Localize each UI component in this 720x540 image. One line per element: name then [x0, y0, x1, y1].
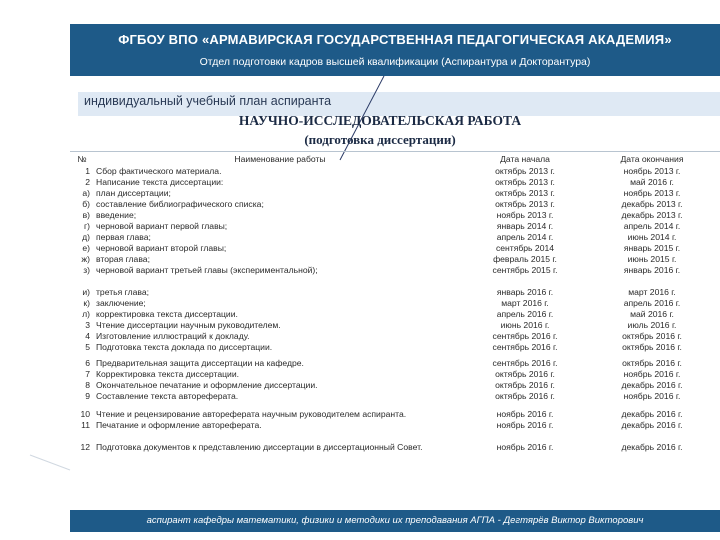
row-start-date: ноябрь 2016 г. — [496, 420, 554, 430]
row-task-name: корректировка текста диссертации. — [96, 309, 238, 319]
row-end-date: декабрь 2013 г. — [621, 210, 683, 220]
table-row — [70, 243, 720, 254]
row-number: 7 — [85, 369, 90, 379]
row-start-date: октябрь 2016 г. — [495, 369, 555, 379]
row-number: л) — [82, 309, 90, 319]
table-header — [70, 152, 720, 167]
row-number: к) — [83, 298, 90, 308]
section-subtitle: (подготовка диссертации) — [304, 132, 456, 147]
col-end-header: Дата окончания — [584, 152, 720, 167]
row-start-date: октябрь 2016 г. — [495, 391, 555, 401]
row-start-date: ноябрь 2016 г. — [496, 409, 554, 419]
row-end-date: декабрь 2016 г. — [621, 442, 683, 452]
row-start-date: сентябрь 2016 г. — [492, 331, 558, 341]
diagonal-line-left — [30, 455, 70, 470]
row-number: 1 — [85, 166, 90, 176]
row-start-date: октябрь 2013 г. — [495, 188, 555, 198]
col-start-header: Дата начала — [466, 152, 584, 167]
row-start-date: январь 2016 г. — [496, 287, 554, 297]
row-end-date: октябрь 2016 г. — [622, 342, 682, 352]
table-row — [70, 210, 720, 221]
row-number: з) — [83, 265, 90, 275]
row-task-name: вторая глава; — [96, 254, 150, 264]
row-number: 5 — [85, 342, 90, 352]
row-end-date: апрель 2016 г. — [623, 298, 681, 308]
table-row — [70, 391, 720, 402]
row-number: 12 — [80, 442, 90, 452]
row-number: 8 — [85, 380, 90, 390]
row-task-name: черновой вариант первой главы; — [96, 221, 228, 231]
row-task-name: первая глава; — [96, 232, 151, 242]
row-number: д) — [82, 232, 90, 242]
row-number: е) — [82, 243, 90, 253]
table-row — [70, 188, 720, 199]
row-task-name: черновой вариант второй главы; — [96, 243, 227, 253]
row-task-name: Составление текста автореферата. — [96, 391, 239, 401]
row-number: ж) — [81, 254, 90, 264]
row-end-date: январь 2015 г. — [623, 243, 681, 253]
row-number: в) — [82, 210, 90, 220]
row-number: 2 — [85, 177, 90, 187]
row-start-date: январь 2014 г. — [496, 221, 554, 231]
table-row — [70, 402, 720, 420]
plan-label: индивидуальный учебный план аспиранта — [84, 94, 332, 108]
row-task-name: Чтение диссертации научным руководителем. — [96, 320, 281, 330]
row-number: б) — [82, 199, 90, 209]
row-task-name: Изготовление иллюстраций к докладу. — [96, 331, 250, 341]
row-task-name: Подготовка документов к представлению диссертации в диссертационный Совет. — [96, 442, 423, 452]
row-start-date: октябрь 2013 г. — [495, 177, 555, 187]
table-row — [70, 166, 720, 177]
table-row — [70, 254, 720, 265]
row-start-date: сентябрь 2016 г. — [492, 358, 558, 368]
table-row — [70, 431, 720, 453]
row-start-date: сентябрь 2015 г. — [492, 265, 558, 275]
row-spacer — [70, 276, 720, 284]
row-start-date: сентябрь 2014 — [495, 243, 555, 253]
row-end-date: май 2016 г. — [630, 177, 674, 187]
row-task-name: черновой вариант третьей главы (экспериментальной); — [96, 265, 318, 275]
table-row — [70, 380, 720, 391]
row-start-date: октябрь 2013 г. — [495, 166, 555, 176]
row-start-date: октябрь 2013 г. — [495, 199, 555, 209]
table-row — [70, 331, 720, 342]
row-start-date: июнь 2016 г. — [500, 320, 550, 330]
table-row — [70, 309, 720, 320]
table-row — [70, 369, 720, 380]
row-number: 9 — [85, 391, 90, 401]
row-task-name: составление библиографического списка; — [96, 199, 264, 209]
row-end-date: декабрь 2013 г. — [621, 199, 683, 209]
row-end-date: июль 2016 г. — [627, 320, 677, 330]
row-task-name: заключение; — [96, 298, 146, 308]
row-number: 10 — [80, 409, 90, 419]
row-end-date: ноябрь 2016 г. — [623, 391, 681, 401]
row-number: 4 — [85, 331, 90, 341]
row-task-name: Сбор фактического материала. — [96, 166, 222, 176]
row-task-name: третья глава; — [96, 287, 150, 297]
row-start-date: февраль 2015 г. — [493, 254, 557, 264]
row-end-date: ноябрь 2013 г. — [623, 166, 681, 176]
row-end-date: июнь 2015 г. — [627, 254, 677, 264]
table-row — [70, 298, 720, 309]
row-start-date: апрель 2014 г. — [496, 232, 554, 242]
table-row — [70, 221, 720, 232]
row-number: и) — [82, 287, 90, 297]
row-end-date: май 2016 г. — [630, 309, 674, 319]
row-start-date: сентябрь 2016 г. — [492, 342, 558, 352]
row-task-name: Печатание и оформление автореферата. — [96, 420, 262, 430]
row-number: 6 — [85, 358, 90, 368]
row-end-date: январь 2016 г. — [623, 265, 681, 275]
table-row — [70, 199, 720, 210]
col-name-header: Наименование работы — [94, 152, 466, 167]
row-end-date: апрель 2014 г. — [623, 221, 681, 231]
row-task-name: Чтение и рецензирование автореферата научным руководителем аспиранта. — [96, 409, 407, 419]
row-end-date: март 2016 г. — [628, 287, 676, 297]
table-row — [70, 284, 720, 298]
row-task-name: введение; — [96, 210, 137, 220]
row-end-date: ноябрь 2013 г. — [623, 188, 681, 198]
table-row — [70, 265, 720, 276]
table-row — [70, 177, 720, 188]
col-num-header: № — [70, 152, 94, 167]
row-task-name: план диссертации; — [96, 188, 171, 198]
table-row — [70, 320, 720, 331]
row-end-date: июнь 2014 г. — [627, 232, 677, 242]
academy-title: ФГБОУ ВПО «АРМАВИРСКАЯ ГОСУДАРСТВЕННАЯ ПЕДАГОГИЧЕСКАЯ АКАДЕМИЯ» — [118, 32, 672, 47]
row-end-date: октябрь 2016 г. — [622, 331, 682, 341]
row-start-date: ноябрь 2016 г. — [496, 442, 554, 452]
row-start-date: март 2016 г. — [501, 298, 549, 308]
row-end-date: ноябрь 2016 г. — [623, 369, 681, 379]
research-plan-table — [70, 151, 720, 453]
row-task-name: Подготовка текста доклада по диссертации. — [96, 342, 273, 352]
row-number: г) — [84, 221, 90, 231]
row-task-name: Написание текста диссертации: — [96, 177, 224, 187]
section-title: НАУЧНО-ИССЛЕДОВАТЕЛЬСКАЯ РАБОТА — [238, 113, 522, 128]
table-row — [70, 342, 720, 353]
row-task-name: Окончательное печатание и оформление диссертации. — [96, 380, 318, 390]
footer-banner: аспирант кафедры математики, физики и методики их преподавания АГПА - Дегтярёв Виктор Викторович — [70, 510, 720, 532]
row-task-name: Предварительная защита диссертации на кафедре. — [96, 358, 304, 368]
row-task-name: Корректировка текста диссертации. — [96, 369, 240, 379]
row-end-date: декабрь 2016 г. — [621, 420, 683, 430]
row-start-date: апрель 2016 г. — [496, 309, 554, 319]
row-end-date: декабрь 2016 г. — [621, 380, 683, 390]
table-row — [70, 232, 720, 243]
table-row — [70, 420, 720, 431]
row-end-date: октябрь 2016 г. — [622, 358, 682, 368]
row-number: а) — [82, 188, 90, 198]
row-number: 11 — [81, 420, 90, 430]
row-start-date: октябрь 2016 г. — [495, 380, 555, 390]
department-subtitle: Отдел подготовки кадров высшей квалификации (Аспирантура и Докторантура) — [199, 56, 591, 68]
table-row — [70, 353, 720, 369]
row-end-date: декабрь 2016 г. — [621, 409, 683, 419]
row-start-date: ноябрь 2013 г. — [496, 210, 554, 220]
row-number: 3 — [85, 320, 90, 330]
